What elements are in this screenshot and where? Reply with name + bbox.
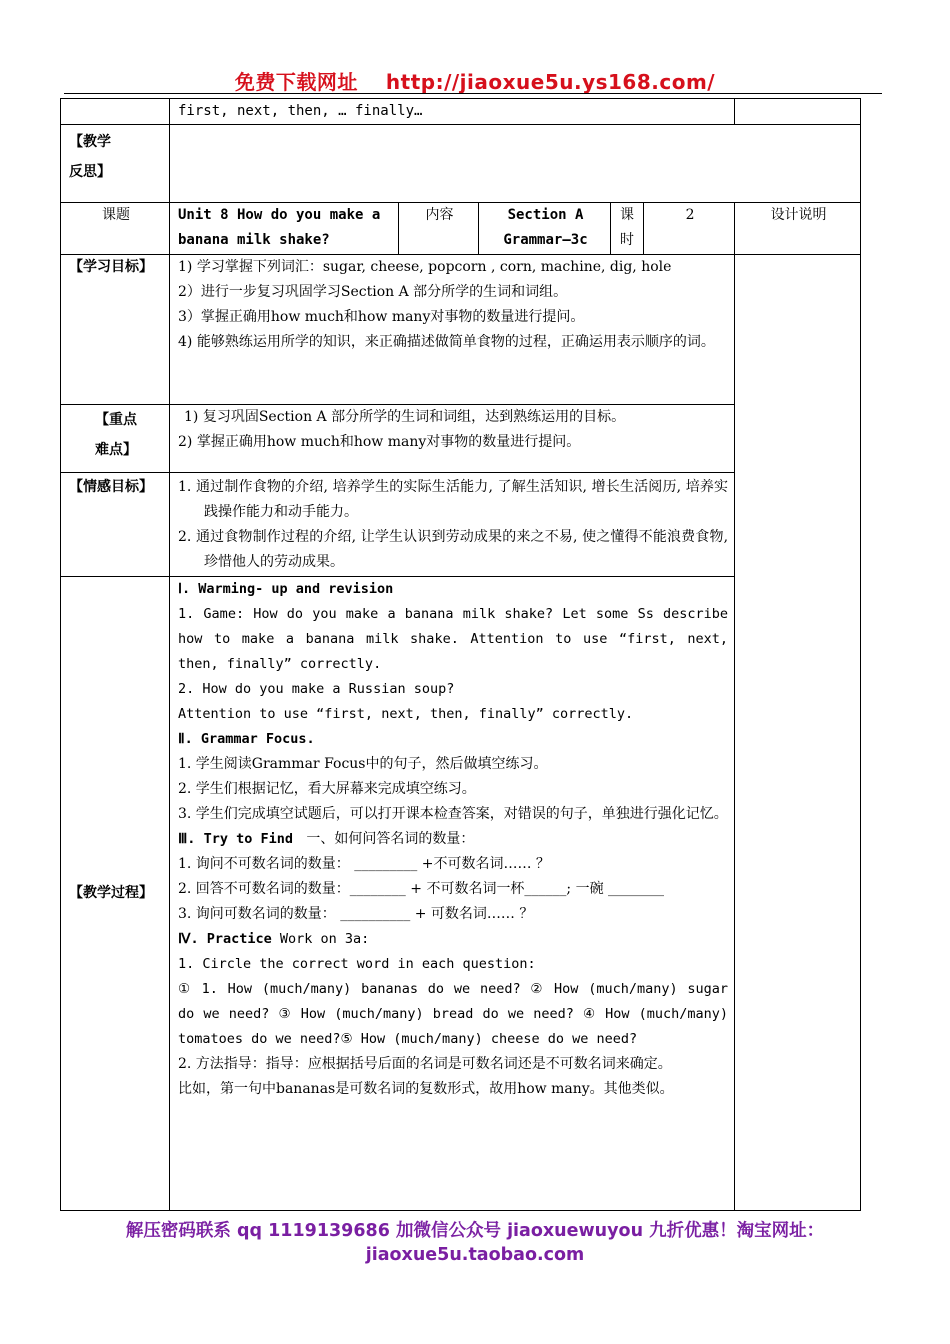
header-banner <box>0 66 950 95</box>
period-label: 课 时 <box>611 203 644 255</box>
process-content <box>170 577 735 1211</box>
top-row-text: first, next, then, … finally… <box>170 99 735 125</box>
cell-empty <box>61 99 170 125</box>
key-points-label: 【重点 难点】 <box>61 405 170 473</box>
emotion-item: 2. 通过食物制作过程的介绍, 让学生认识到劳动成果的来之不易, 使之懂得不能浪费食物, 珍惜他人的劳动成果。 <box>178 529 729 570</box>
header-url-link[interactable]: http://jiaoxue5u.ys168.com/ <box>385 70 716 94</box>
goals-content <box>170 255 735 405</box>
process-item: 3. 询问可数名词的数量： __________ + 可数名词…… ？ <box>178 906 534 922</box>
process-item: 1. 学生阅读Grammar Focus中的句子，然后做填空练习。 <box>178 756 548 772</box>
process-item: 3. 学生们完成填空试题后，可以打开课本检查答案，对错误的句子，单独进行强化记忆。 <box>178 806 728 822</box>
reflection-label: 【教学 反思】 <box>61 125 170 203</box>
footer-line-1: 解压密码联系 qq 1119139686 加微信公众号 jiaoxuewuyou 九折优惠！淘宝网址： <box>125 1221 825 1241</box>
table-row-topic <box>61 203 861 255</box>
key-point-item: 1) 复习巩固Section A 部分所学的生词和词组，达到熟练运用的目标。 <box>184 409 626 425</box>
process-item: Attention to use “first, next, then, finally” correctly. <box>178 706 634 722</box>
goal-item: 2）进行一步复习巩固学习Section A 部分所学的生词和词组。 <box>178 284 568 300</box>
lesson-plan-table <box>60 98 861 1211</box>
process-item: 2. How do you make a Russian soup? <box>178 681 455 697</box>
key-point-item: 2) 掌握正确用how much和how many对事物的数量进行提问。 <box>178 434 581 450</box>
process-item: ① 1. How (much/many) bananas do we need? ② How (much/many) sugar do we need? ③ How (much/many) bread do we need? ④ How (much/many) tomatoes do we need?⑤ How (much/many) cheese do we need? <box>178 981 729 1047</box>
section-heading: Ⅳ. Practice Work on 3a: <box>178 931 370 947</box>
section-heading: Ⅱ. Grammar Focus. <box>178 731 315 747</box>
emotion-content <box>170 473 735 577</box>
goals-label: 【学习目标】 <box>61 255 170 405</box>
process-item: 2. 学生们根据记忆，看大屏幕来完成填空练习。 <box>178 781 476 797</box>
emotion-item: 1. 通过制作食物的介绍, 培养学生的实际生活能力, 了解生活知识, 增长生活阅历, 培养实践操作能力和动手能力。 <box>178 479 729 520</box>
header-divider <box>64 93 882 94</box>
process-item: 2. 回答不可数名词的数量：________ + 不可数名词一杯______; 一碗 ________ <box>178 881 665 897</box>
table-row-reflection <box>61 125 861 203</box>
goal-item: 3）掌握正确用how much和how many对事物的数量进行提问。 <box>178 309 585 325</box>
footer-banner <box>0 1219 950 1267</box>
section-heading: Ⅲ. Try to Find 一、如何问答名词的数量： <box>178 831 475 847</box>
section-heading: Ⅰ. Warming- up and revision <box>178 581 394 597</box>
key-points-content <box>170 405 735 473</box>
goal-item: 4) 能够熟练运用所学的知识，来正确描述做简单食物的过程，正确运用表示顺序的词。 <box>178 334 715 350</box>
process-item: 比如，第一句中bananas是可数名词的复数形式，故用how many。其他类似。 <box>178 1081 674 1097</box>
process-item: 1. Game: How do you make a banana milk shake? Let some Ss describe how to make a banana milk shake. Attention to use “first, next, then, finally” correctly. <box>178 606 729 672</box>
footer-link[interactable]: jiaoxue5u.taobao.com <box>365 1245 585 1265</box>
header-left-text: 免费下载网址 <box>234 70 358 94</box>
topic-label: 课题 <box>61 203 170 255</box>
reflection-content <box>170 125 861 203</box>
content-label: 内容 <box>399 203 479 255</box>
period-value: 2 <box>644 203 735 255</box>
process-item: 1. 询问不可数名词的数量： _________ +不可数名词…… ？ <box>178 856 550 872</box>
goal-item: 1) 学习掌握下列词汇：sugar, cheese, popcorn , corn, machine, dig, hole <box>178 259 672 275</box>
design-note-label: 设计说明 <box>735 203 861 255</box>
section-title: Section A Grammar—3c <box>479 203 611 255</box>
process-item: 1. Circle the correct word in each question: <box>178 956 536 972</box>
design-notes-column <box>735 255 861 1211</box>
process-label: 【教学过程】 <box>61 577 170 1211</box>
table-row-goals <box>61 255 861 405</box>
unit-title: Unit 8 How do you make a banana milk shake? <box>170 203 399 255</box>
table-row-top <box>61 99 861 125</box>
process-item: 2. 方法指导：指导：应根据括号后面的名词是可数名词还是不可数名词来确定。 <box>178 1056 672 1072</box>
cell-empty <box>735 99 861 125</box>
emotion-label: 【情感目标】 <box>61 473 170 577</box>
